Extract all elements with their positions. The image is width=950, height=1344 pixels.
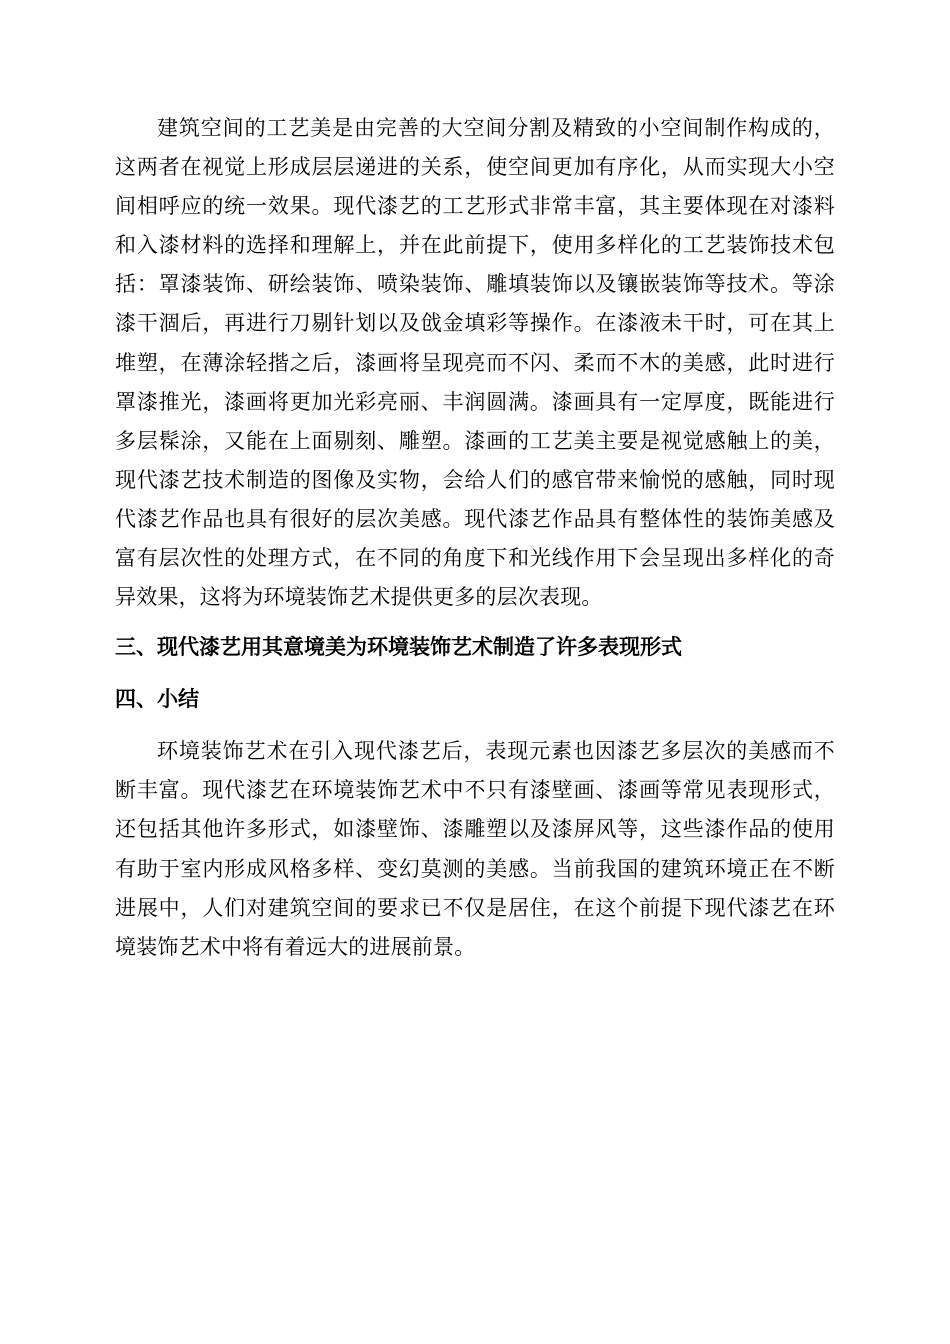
section-heading-four: 四、小结: [115, 687, 199, 712]
body-paragraph-craft-beauty: 建筑空间的工艺美是由完善的大空间分割及精致的小空间制作构成的，这两者在视觉上形成层层递进的关系，使空间更加有序化，从而实现大小空间相呼应的统一效果。现代漆艺的工艺形式非常丰富，其主要体现在对漆料和入漆材料的选择和理解上，并在此前提下，使用多样化的工艺装饰技术包括：罩漆装饰、研绘装饰、喷染装饰、雕填装饰以及镶嵌装饰等技术。等涂漆干涸后，再进行刀剔针划以及戗金填彩等操作。在漆液未干时，可在其上堆塑，在薄涂轻揩之后，漆画将呈现亮而不闪、柔而不木的美感，此时进行罩漆推光，漆画将更加光彩亮丽、丰润圆满。漆画具有一定厚度，既能进行多层髹涂，又能在上面剔刻、雕塑。漆画的工艺美主要是视觉感触上的美，现代漆艺技术制造的图像及实物，会给人们的感官带来愉悦的感触，同时现代漆艺作品也具有很好的层次美感。现代漆艺作品具有整体性的装饰美感及富有层次性的处理方式，在不同的角度下和光线作用下会呈现出多样化的奇异效果，这将为环境装饰艺术提供更多的层次表现。: [115, 116, 835, 610]
body-paragraph-summary: 环境装饰艺术在引入现代漆艺后，表现元素也因漆艺多层次的美感而不断丰富。现代漆艺在环境装饰艺术中不只有漆壁画、漆画等常见表现形式，还包括其他许多形式，如漆壁饰、漆雕塑以及漆屏风等，这些漆作品的使用有助于室内形成风格多样、变幻莫测的美感。当前我国的建筑环境正在不断进展中，人们对建筑空间的要求已不仅是居住，在这个前提下现代漆艺在环境装饰艺术中将有着远大的进展前景。: [115, 739, 835, 959]
document-page: [115, 109, 835, 967]
section-heading-three: 三、现代漆艺用其意境美为环境装饰艺术制造了许多表现形式: [115, 635, 682, 660]
